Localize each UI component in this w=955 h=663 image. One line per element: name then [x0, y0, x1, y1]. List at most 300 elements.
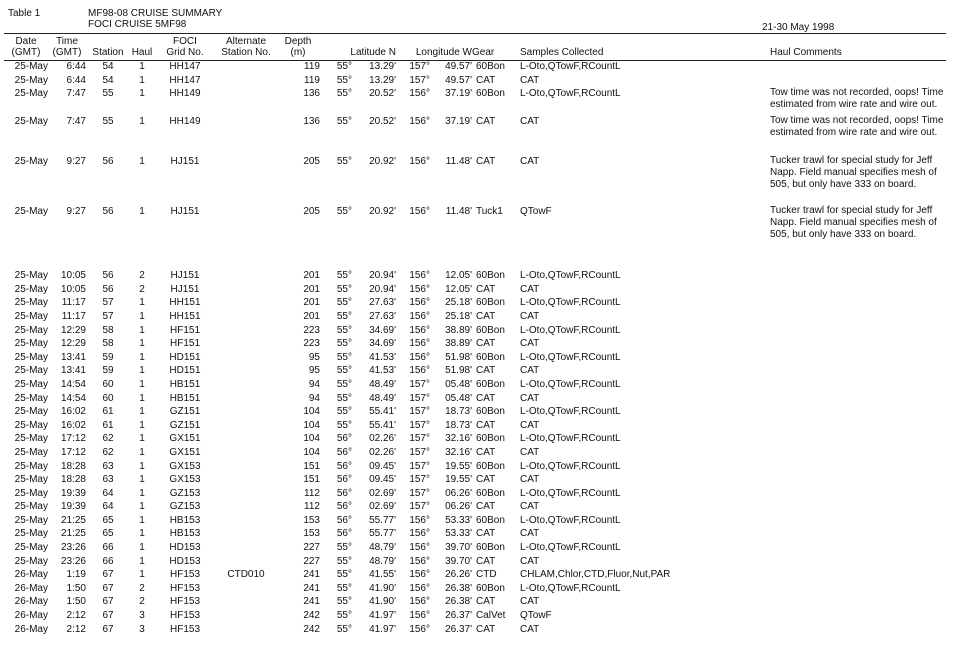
- haul-comment-cell: [766, 419, 949, 433]
- haul-cell: 3: [139, 623, 145, 635]
- lon-min-cell: 38.89': [445, 338, 472, 350]
- lat-deg-cell: 56°: [336, 460, 352, 472]
- table-row: [4, 155, 949, 205]
- gear-cell: CalVet: [476, 610, 506, 622]
- col-samples: Samples Collected: [520, 47, 604, 58]
- time-cell: 19:39: [60, 487, 86, 499]
- gear-cell: CTD: [476, 569, 497, 581]
- lon-deg-cell: 156°: [409, 623, 430, 635]
- lat-min-cell: 48.49': [369, 378, 396, 390]
- date-cell: 25-May: [14, 392, 48, 404]
- depth-cell: 201: [303, 283, 320, 295]
- time-cell: 9:27: [66, 156, 86, 168]
- lon-deg-cell: 156°: [409, 365, 430, 377]
- lat-deg-cell: 56°: [336, 528, 352, 540]
- lat-min-cell: 20.92': [369, 206, 396, 218]
- lat-deg-cell: 55°: [336, 156, 352, 168]
- time-cell: 10:05: [60, 270, 86, 282]
- lon-min-cell: 18.73': [445, 419, 472, 431]
- haul-cell: 1: [139, 460, 145, 472]
- grid-cell: GX153: [169, 474, 201, 486]
- samples-cell: L-Oto,QTowF,RCountL: [520, 542, 621, 554]
- lon-deg-cell: 156°: [409, 88, 430, 100]
- alt-station-cell: [216, 527, 276, 541]
- lat-min-cell: 41.97': [369, 623, 396, 635]
- haul-cell: 1: [139, 474, 145, 486]
- lon-min-cell: 05.48': [445, 378, 472, 390]
- table-row: [4, 324, 949, 338]
- lon-min-cell: 19.55': [445, 474, 472, 486]
- gear-cell: CAT: [476, 419, 496, 431]
- lat-min-cell: 20.94': [369, 270, 396, 282]
- date-cell: 25-May: [14, 514, 48, 526]
- time-cell: 14:54: [60, 392, 86, 404]
- depth-cell: 223: [303, 338, 320, 350]
- samples-cell: CAT: [520, 623, 540, 635]
- lat-deg-cell: 55°: [336, 338, 352, 350]
- haul-comment-cell: [766, 310, 949, 324]
- lon-deg-cell: 157°: [409, 378, 430, 390]
- lon-min-cell: 37.19': [445, 88, 472, 100]
- depth-cell: 241: [303, 582, 320, 594]
- table-row: [4, 392, 949, 406]
- top-rule: [4, 33, 946, 34]
- haul-cell: 1: [139, 419, 145, 431]
- lon-min-cell: 11.48': [445, 156, 472, 168]
- date-cell: 26-May: [14, 623, 48, 635]
- lon-min-cell: 18.73': [445, 406, 472, 418]
- time-cell: 11:17: [61, 297, 86, 309]
- gear-cell: CAT: [476, 623, 496, 635]
- grid-cell: HD153: [169, 542, 201, 554]
- lat-deg-cell: 55°: [336, 542, 352, 554]
- samples-cell: CAT: [520, 116, 540, 128]
- haul-comment-cell: [766, 527, 949, 541]
- gear-cell: CAT: [476, 392, 496, 404]
- lat-deg-cell: 55°: [336, 392, 352, 404]
- lat-deg-cell: 55°: [336, 378, 352, 390]
- depth-cell: 119: [304, 61, 320, 72]
- alt-station-cell: [216, 514, 276, 528]
- depth-cell: 242: [303, 623, 320, 635]
- date-cell: 25-May: [14, 156, 48, 168]
- lat-deg-cell: 55°: [336, 116, 352, 128]
- lon-min-cell: 49.57': [445, 74, 472, 86]
- time-cell: 12:29: [60, 338, 86, 350]
- samples-cell: CAT: [520, 474, 540, 486]
- date-range: 21-30 May 1998: [762, 22, 835, 33]
- lon-min-cell: 26.37': [445, 610, 472, 622]
- lon-deg-cell: 156°: [409, 596, 430, 608]
- haul-comment-cell: [766, 568, 949, 582]
- col-time: Time (GMT): [52, 36, 82, 58]
- gear-cell: 60Bon: [476, 582, 505, 594]
- time-cell: 19:39: [60, 501, 86, 513]
- samples-cell: L-Oto,QTowF,RCountL: [520, 351, 621, 363]
- samples-cell: L-Oto,QTowF,RCountL: [520, 460, 621, 472]
- date-cell: 26-May: [14, 596, 48, 608]
- lat-deg-cell: 55°: [336, 74, 352, 86]
- gear-cell: CAT: [476, 596, 496, 608]
- lat-min-cell: 09.45': [369, 460, 396, 472]
- depth-cell: 104: [303, 446, 320, 458]
- gear-cell: CAT: [476, 116, 496, 128]
- grid-cell: HB151: [169, 378, 201, 390]
- samples-cell: L-Oto,QTowF,RCountL: [520, 378, 621, 390]
- alt-station-cell: [216, 337, 276, 351]
- lon-deg-cell: 156°: [409, 310, 430, 322]
- lat-min-cell: 09.45': [369, 474, 396, 486]
- haul-cell: 1: [139, 569, 145, 581]
- table-row: [4, 460, 949, 474]
- lon-deg-cell: 157°: [409, 419, 430, 431]
- alt-station-cell: [216, 364, 276, 378]
- table-row: [4, 487, 949, 501]
- time-cell: 14:54: [60, 378, 86, 390]
- samples-cell: L-Oto,QTowF,RCountL: [520, 582, 621, 594]
- haul-comment-cell: [766, 432, 949, 446]
- samples-cell: L-Oto,QTowF,RCountL: [520, 270, 621, 282]
- lat-min-cell: 02.26': [369, 446, 396, 458]
- date-cell: 25-May: [14, 419, 48, 431]
- lat-deg-cell: 55°: [336, 310, 352, 322]
- haul-cell: 2: [139, 596, 145, 608]
- haul-cell: 1: [139, 501, 145, 513]
- samples-cell: CAT: [520, 338, 540, 350]
- gear-cell: 60Bon: [476, 542, 505, 554]
- time-cell: 6:44: [66, 74, 86, 86]
- lon-deg-cell: 156°: [409, 206, 430, 218]
- lon-deg-cell: 156°: [409, 297, 430, 309]
- time-cell: 17:12: [60, 446, 86, 458]
- lon-min-cell: 32.16': [445, 446, 472, 458]
- lon-deg-cell: 157°: [409, 460, 430, 472]
- lon-deg-cell: 156°: [409, 338, 430, 350]
- lon-min-cell: 51.98': [445, 351, 472, 363]
- lon-deg-cell: 156°: [409, 514, 430, 526]
- haul-cell: 1: [139, 514, 145, 526]
- haul-comment-cell: [766, 514, 949, 528]
- lon-min-cell: 49.57': [445, 61, 472, 72]
- grid-cell: GZ151: [169, 406, 201, 418]
- gear-cell: 60Bon: [476, 297, 505, 309]
- time-cell: 11:17: [61, 310, 86, 322]
- lon-deg-cell: 156°: [409, 283, 430, 295]
- date-cell: 25-May: [14, 501, 48, 513]
- date-cell: 25-May: [14, 61, 48, 72]
- alt-station-cell: [216, 460, 276, 474]
- lat-min-cell: 27.63': [369, 310, 396, 322]
- samples-cell: QTowF: [520, 610, 552, 622]
- table-row: [4, 405, 949, 419]
- gear-cell: CAT: [476, 74, 496, 86]
- haul-cell: 1: [139, 156, 145, 168]
- lat-deg-cell: 55°: [336, 270, 352, 282]
- lat-deg-cell: 55°: [336, 406, 352, 418]
- station-cell: 64: [102, 487, 114, 499]
- haul-cell: 1: [139, 528, 145, 540]
- lat-min-cell: 41.90': [369, 582, 396, 594]
- time-cell: 7:47: [66, 116, 86, 128]
- alt-station-cell: [216, 609, 276, 623]
- station-cell: 57: [102, 310, 114, 322]
- samples-cell: CAT: [520, 446, 540, 458]
- lon-deg-cell: 156°: [409, 569, 430, 581]
- haul-cell: 3: [139, 610, 145, 622]
- time-cell: 23:26: [60, 542, 86, 554]
- lon-min-cell: 26.38': [445, 582, 472, 594]
- time-cell: 21:25: [60, 514, 86, 526]
- lon-deg-cell: 156°: [409, 542, 430, 554]
- gear-cell: CAT: [476, 528, 496, 540]
- time-cell: 9:27: [66, 206, 86, 218]
- lat-deg-cell: 56°: [336, 433, 352, 445]
- depth-cell: 136: [303, 88, 320, 100]
- grid-cell: HF151: [169, 338, 200, 350]
- samples-cell: CAT: [520, 283, 540, 295]
- header-row: [4, 36, 949, 60]
- lat-min-cell: 20.94': [369, 283, 396, 295]
- grid-cell: HF153: [169, 596, 200, 608]
- lon-min-cell: 37.19': [445, 116, 472, 128]
- grid-cell: HH147: [169, 61, 201, 72]
- lat-min-cell: 55.41': [369, 406, 396, 418]
- gear-cell: CAT: [476, 283, 496, 295]
- station-cell: 61: [102, 419, 114, 431]
- station-cell: 62: [102, 433, 114, 445]
- lat-min-cell: 41.90': [369, 596, 396, 608]
- date-cell: 25-May: [14, 474, 48, 486]
- lon-min-cell: 12.05': [445, 270, 472, 282]
- alt-station-cell: [216, 446, 276, 460]
- grid-cell: HJ151: [170, 206, 200, 218]
- alt-station-cell: [216, 87, 276, 115]
- alt-station-cell: [216, 60, 276, 74]
- lat-min-cell: 41.53': [369, 351, 396, 363]
- table-row: [4, 527, 949, 541]
- time-cell: 18:28: [60, 474, 86, 486]
- lon-deg-cell: 156°: [409, 555, 430, 567]
- time-cell: 2:12: [66, 610, 86, 622]
- col-date: Date (GMT): [11, 36, 41, 58]
- grid-cell: HD151: [169, 351, 201, 363]
- table-subtitle: FOCI CRUISE 5MF98: [88, 19, 187, 30]
- time-cell: 21:25: [60, 528, 86, 540]
- lat-deg-cell: 55°: [336, 324, 352, 336]
- lat-min-cell: 41.97': [369, 610, 396, 622]
- grid-cell: GX151: [169, 433, 201, 445]
- date-cell: 25-May: [14, 433, 48, 445]
- station-cell: 65: [102, 528, 114, 540]
- grid-cell: GZ151: [169, 419, 201, 431]
- table-row: [4, 419, 949, 433]
- table-row: [4, 582, 949, 596]
- grid-cell: HF153: [169, 623, 200, 635]
- lon-deg-cell: 157°: [409, 74, 430, 86]
- gear-cell: 60Bon: [476, 433, 505, 445]
- haul-comment-cell: Tow time was not recorded, oops! Time estimated from wire rate and wire out.: [770, 87, 944, 111]
- grid-cell: GZ153: [169, 501, 201, 513]
- grid-cell: GX153: [169, 460, 201, 472]
- depth-cell: 223: [303, 324, 320, 336]
- lon-deg-cell: 157°: [409, 487, 430, 499]
- samples-cell: CAT: [520, 310, 540, 322]
- lon-min-cell: 26.38': [445, 596, 472, 608]
- table-row: [4, 541, 949, 555]
- col-gear: Gear: [472, 47, 495, 58]
- date-cell: 25-May: [14, 297, 48, 309]
- lon-min-cell: 39.70': [445, 555, 472, 567]
- lon-deg-cell: 157°: [409, 61, 430, 72]
- depth-cell: 205: [303, 206, 320, 218]
- station-cell: 66: [102, 542, 114, 554]
- station-cell: 58: [102, 324, 114, 336]
- table-row: [4, 115, 949, 155]
- depth-cell: 227: [303, 555, 320, 567]
- table-number: Table 1: [8, 8, 41, 19]
- table-row: [4, 351, 949, 365]
- table-row: [4, 378, 949, 392]
- haul-cell: 1: [139, 446, 145, 458]
- haul-comment-cell: [766, 283, 949, 297]
- samples-cell: CHLAM,Chlor,CTD,Fluor,Nut,PAR: [520, 569, 671, 581]
- samples-cell: L-Oto,QTowF,RCountL: [520, 514, 621, 526]
- lat-deg-cell: 55°: [336, 623, 352, 635]
- lon-min-cell: 25.18': [445, 297, 472, 309]
- lat-deg-cell: 56°: [336, 474, 352, 486]
- lat-deg-cell: 55°: [336, 297, 352, 309]
- grid-cell: GZ153: [169, 487, 201, 499]
- alt-station-cell: [216, 623, 276, 637]
- lat-deg-cell: 55°: [336, 206, 352, 218]
- samples-cell: CAT: [520, 419, 540, 431]
- station-cell: 58: [102, 338, 114, 350]
- haul-cell: 1: [139, 487, 145, 499]
- station-cell: 60: [102, 378, 114, 390]
- lat-min-cell: 55.41': [369, 419, 396, 431]
- lon-min-cell: 12.05': [445, 283, 472, 295]
- table-row: [4, 568, 949, 582]
- haul-comment-cell: [766, 609, 949, 623]
- lat-deg-cell: 56°: [336, 487, 352, 499]
- lon-min-cell: 38.89': [445, 324, 472, 336]
- lon-min-cell: 25.18': [445, 310, 472, 322]
- time-cell: 1:50: [66, 582, 86, 594]
- gear-cell: CAT: [476, 501, 496, 513]
- date-cell: 25-May: [14, 528, 48, 540]
- col-latitude: Latitude N: [350, 47, 396, 58]
- haul-comment-cell: [766, 74, 949, 88]
- lat-deg-cell: 55°: [336, 596, 352, 608]
- time-cell: 12:29: [60, 324, 86, 336]
- alt-station-cell: [216, 351, 276, 365]
- depth-cell: 151: [303, 460, 320, 472]
- lat-deg-cell: 55°: [336, 365, 352, 377]
- date-cell: 25-May: [14, 460, 48, 472]
- grid-cell: HH151: [169, 310, 201, 322]
- lat-deg-cell: 55°: [336, 555, 352, 567]
- lon-min-cell: 32.16': [445, 433, 472, 445]
- depth-cell: 151: [303, 474, 320, 486]
- lon-min-cell: 53.33': [445, 528, 472, 540]
- lat-min-cell: 20.52': [369, 116, 396, 128]
- col-depth: Depth (m): [284, 36, 312, 58]
- gear-cell: CAT: [476, 338, 496, 350]
- alt-station-cell: [216, 378, 276, 392]
- col-longitude: Longitude W: [415, 47, 472, 58]
- time-cell: 1:19: [66, 569, 86, 581]
- lat-min-cell: 41.53': [369, 365, 396, 377]
- gear-cell: CAT: [476, 156, 496, 168]
- table-row: [4, 310, 949, 324]
- lat-min-cell: 02.26': [369, 433, 396, 445]
- date-cell: 25-May: [14, 310, 48, 322]
- gear-cell: CAT: [476, 310, 496, 322]
- samples-cell: L-Oto,QTowF,RCountL: [520, 406, 621, 418]
- lon-deg-cell: 157°: [409, 474, 430, 486]
- samples-cell: L-Oto,QTowF,RCountL: [520, 324, 621, 336]
- date-cell: 25-May: [14, 206, 48, 218]
- alt-station-cell: [216, 500, 276, 514]
- haul-comment-cell: [766, 500, 949, 514]
- station-cell: 67: [102, 582, 114, 594]
- haul-comment-cell: Tucker trawl for special study for Jeff Napp. Field manual specifies mesh of 505, but only have 333 on board.: [770, 155, 937, 191]
- alt-station-cell: [216, 541, 276, 555]
- date-cell: 25-May: [14, 446, 48, 458]
- depth-cell: 201: [303, 297, 320, 309]
- table-row: [4, 269, 949, 283]
- lat-min-cell: 13.29': [369, 74, 396, 86]
- grid-cell: HJ151: [170, 283, 200, 295]
- alt-station-cell: [216, 473, 276, 487]
- col-station: Station: [92, 47, 124, 58]
- gear-cell: 60Bon: [476, 406, 505, 418]
- depth-cell: 242: [303, 610, 320, 622]
- alt-station-cell: [216, 432, 276, 446]
- depth-cell: 94: [308, 378, 320, 390]
- depth-cell: 112: [304, 501, 320, 513]
- station-cell: 67: [102, 569, 114, 581]
- station-cell: 57: [102, 297, 114, 309]
- station-cell: 61: [102, 406, 114, 418]
- station-cell: 60: [102, 392, 114, 404]
- grid-cell: HH149: [169, 116, 201, 128]
- grid-cell: HD151: [169, 365, 201, 377]
- haul-cell: 2: [139, 270, 145, 282]
- cruise-summary-table: [4, 36, 949, 636]
- table-row: [4, 623, 949, 637]
- lat-min-cell: 48.49': [369, 392, 396, 404]
- station-cell: 67: [102, 610, 114, 622]
- station-cell: 67: [102, 623, 114, 635]
- time-cell: 1:50: [66, 596, 86, 608]
- lat-min-cell: 48.79': [369, 542, 396, 554]
- lat-deg-cell: 55°: [336, 351, 352, 363]
- table-row: [4, 283, 949, 297]
- time-cell: 7:47: [66, 88, 86, 100]
- table-row: [4, 446, 949, 460]
- gear-cell: 60Bon: [476, 378, 505, 390]
- station-cell: 63: [102, 460, 114, 472]
- haul-cell: 1: [139, 61, 145, 72]
- col-alt: Alternate Station No.: [221, 36, 271, 58]
- haul-comment-cell: [766, 378, 949, 392]
- lon-deg-cell: 156°: [409, 324, 430, 336]
- lat-deg-cell: 55°: [336, 61, 352, 72]
- depth-cell: 227: [303, 542, 320, 554]
- depth-cell: 241: [303, 596, 320, 608]
- table-row: [4, 432, 949, 446]
